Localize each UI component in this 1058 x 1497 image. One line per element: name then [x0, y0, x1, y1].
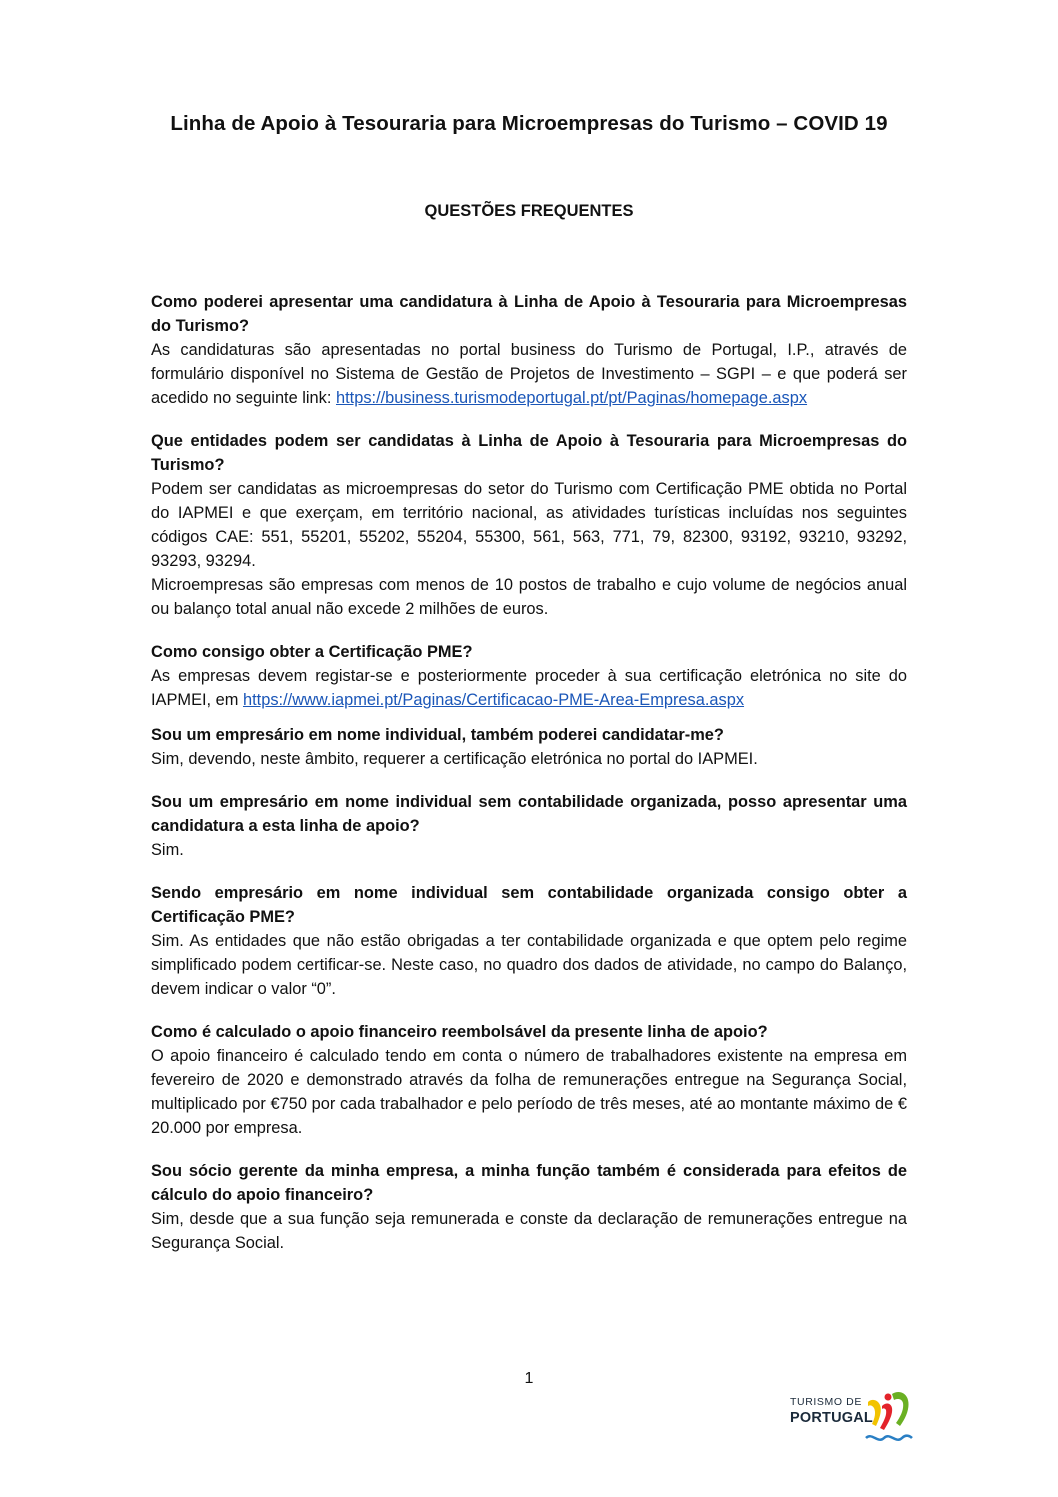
- faq-answer-text: As candidaturas são apresentadas no portal business do Turismo de Portugal, I.P., através de formulário disponível no Sistema de Gestão de Projetos de Investimento – SGPI – e que poderá ser acedido no seguinte link:: [151, 341, 907, 407]
- faq-item: [151, 290, 907, 410]
- faq-answer: [151, 1207, 907, 1255]
- faq-item: [151, 1159, 907, 1255]
- faq-answer: [151, 929, 907, 1001]
- faq-answer-paragraph: O apoio financeiro é calculado tendo em conta o número de trabalhadores existente na empresa em fevereiro de 2020 e demonstrado através da folha de remunerações entregue na Segurança Social, multiplicado por €750 por cada trabalhador e pelo período de três meses, até ao montante máximo de € 20.000 por empresa.: [151, 1047, 907, 1137]
- faq-answer: [151, 338, 907, 410]
- faq-item: [151, 723, 907, 771]
- faq-answer-paragraph: Sim, desde que a sua função seja remunerada e conste da declaração de remunerações entregue na Segurança Social.: [151, 1210, 907, 1252]
- faq-item: [151, 881, 907, 1001]
- faq-question: Como é calculado o apoio financeiro reembolsável da presente linha de apoio?: [151, 1023, 768, 1041]
- faq-question: Que entidades podem ser candidatas à Linha de Apoio à Tesouraria para Microempresas do Turismo?: [151, 432, 907, 474]
- faq-answer-paragraph: Podem ser candidatas as microempresas do setor do Turismo com Certificação PME obtida no Portal do IAPMEI e que exerçam, em território nacional, as atividades turísticas incluídas nos seguintes códigos CAE: 551, 55201, 55202, 55204, 55300, 561, 563, 771, 79, 82300, 93192, 93210, 93292, 93293, 93294.: [151, 480, 907, 570]
- faq-answer-paragraph: Sim.: [151, 841, 184, 859]
- logo-text-line1: TURISMO DE: [790, 1396, 862, 1408]
- document-subtitle: QUESTÕES FREQUENTES: [424, 202, 634, 220]
- faq-answer-text: As empresas devem registar-se e posteriormente proceder à sua certificação eletrónica no site do IAPMEI, em: [151, 667, 907, 709]
- faq-question: Como consigo obter a Certificação PME?: [151, 643, 473, 661]
- faq-list: [151, 290, 907, 1274]
- faq-question: Sendo empresário em nome individual sem contabilidade organizada consigo obter a Certificação PME?: [151, 884, 907, 926]
- faq-answer: [151, 664, 907, 712]
- page-number: 1: [524, 1370, 534, 1387]
- faq-answer-paragraph: Sim. As entidades que não estão obrigadas a ter contabilidade organizada e que optem pelo regime simplificado podem certificar-se. Neste caso, no quadro dos dados de atividade, no campo do Balanço, devem indicar o valor “0”.: [151, 932, 907, 998]
- faq-answer-paragraph: Sim, devendo, neste âmbito, requerer a certificação eletrónica no portal do IAPMEI.: [151, 750, 758, 768]
- document-title: Linha de Apoio à Tesouraria para Microempresas do Turismo – COVID 19: [170, 112, 888, 135]
- faq-question: Sou um empresário em nome individual sem contabilidade organizada, posso apresentar uma candidatura a esta linha de apoio?: [151, 793, 907, 835]
- business-portal-link[interactable]: https://business.turismodeportugal.pt/pt/Paginas/homepage.aspx: [335, 389, 808, 407]
- faq-answer: [151, 838, 907, 862]
- iapmei-certification-link[interactable]: https://www.iapmei.pt/Paginas/Certificacao-PME-Area-Empresa.aspx: [243, 691, 745, 709]
- faq-answer-paragraph: Microempresas são empresas com menos de 10 postos de trabalho e cujo volume de negócios anual ou balanço total anual não excede 2 milhões de euros.: [151, 576, 907, 618]
- faq-answer: [151, 1044, 907, 1140]
- faq-question: Como poderei apresentar uma candidatura à Linha de Apoio à Tesouraria para Microempresas do Turismo?: [151, 293, 907, 335]
- faq-item: [151, 429, 907, 621]
- faq-item: [151, 640, 907, 712]
- turismo-de-portugal-logo-icon: [864, 1388, 914, 1446]
- turismo-de-portugal-logo: [786, 1388, 916, 1460]
- faq-answer: [151, 747, 907, 771]
- faq-question: Sou sócio gerente da minha empresa, a minha função também é considerada para efeitos de cálculo do apoio financeiro?: [151, 1162, 907, 1204]
- faq-item: [151, 1020, 907, 1140]
- logo-text-line2: PORTUGAL: [790, 1410, 873, 1426]
- faq-item: [151, 790, 907, 862]
- faq-answer: [151, 477, 907, 621]
- faq-question: Sou um empresário em nome individual, também poderei candidatar-me?: [151, 726, 724, 744]
